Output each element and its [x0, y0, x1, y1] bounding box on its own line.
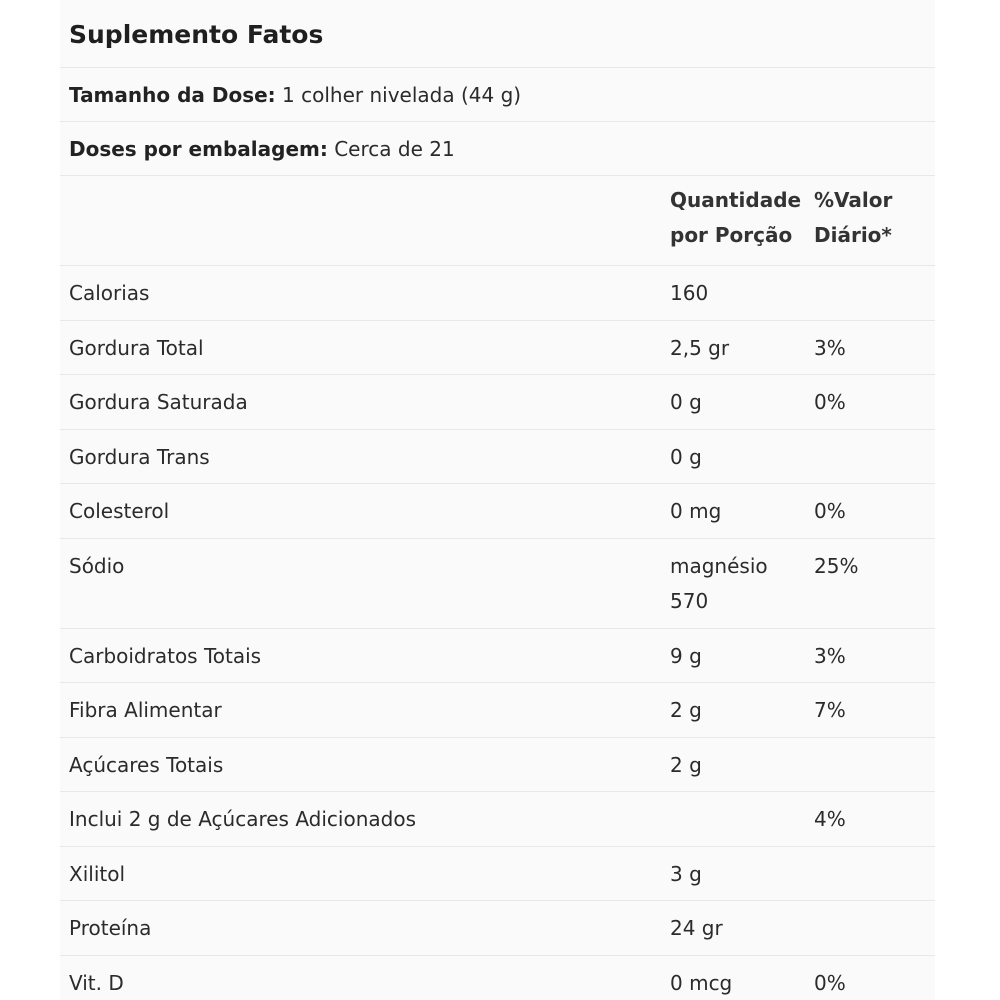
nutrient-amount: 9 g: [670, 643, 702, 668]
nutrient-daily-value: 0%: [814, 970, 846, 995]
table-row: [60, 683, 935, 738]
nutrient-name: Açúcares Totais: [69, 752, 224, 777]
table-row: [60, 266, 935, 321]
table-row: [60, 375, 935, 430]
nutrient-amount: 24 gr: [670, 916, 723, 940]
servings-per-container-row: [60, 122, 935, 176]
serving-size-value: 1 colher nivelada (44 g): [282, 83, 522, 107]
nutrient-daily-value: 7%: [814, 698, 846, 722]
nutrient-daily-value: 4%: [814, 807, 846, 831]
nutrient-name: Calorias: [69, 281, 150, 305]
nutrient-amount: 0 mcg: [670, 970, 733, 995]
table-header-row: [60, 176, 935, 266]
nutrient-name: Fibra Alimentar: [69, 698, 222, 722]
nutrient-amount: 2 g: [670, 698, 702, 722]
table-row: [60, 792, 935, 847]
nutrient-daily-value: 0%: [814, 390, 846, 414]
table-row: [60, 321, 935, 376]
servings-label: Doses por embalagem:: [69, 137, 328, 161]
table-row: [60, 847, 935, 902]
nutrient-name: Inclui 2 g de Açúcares Adicionados: [69, 807, 416, 831]
servings-value: Cerca de 21: [334, 137, 455, 161]
nutrient-name: Proteína: [69, 916, 152, 940]
nutrient-name: Gordura Total: [69, 335, 204, 360]
panel-title: Suplemento Fatos: [60, 0, 935, 68]
nutrient-amount: 2,5 gr: [670, 335, 730, 360]
table-row: [60, 738, 935, 793]
nutrient-name: Gordura Saturada: [69, 390, 248, 414]
nutrient-name: Vit. D: [69, 970, 124, 995]
table-row: [60, 629, 935, 684]
table-row: [60, 901, 935, 956]
serving-size-label: Tamanho da Dose:: [69, 83, 276, 107]
nutrient-daily-value: 0%: [814, 499, 846, 523]
nutrient-amount: 160: [670, 281, 709, 305]
serving-size-row: [60, 68, 935, 122]
table-row: [60, 956, 935, 1000]
nutrient-name: Gordura Trans: [69, 444, 210, 469]
nutrient-amount: 0 g: [670, 444, 702, 469]
daily-value-column-header: %Valor Diário*: [814, 188, 893, 247]
table-row: [60, 539, 935, 629]
nutrient-amount: magnésio 570: [670, 553, 768, 613]
nutrient-daily-value: 3%: [814, 643, 846, 668]
amount-column-header: Quantidade por Porção: [670, 188, 802, 247]
table-row: [60, 430, 935, 485]
nutrient-amount: 3 g: [670, 861, 702, 886]
nutrient-name: Xilitol: [69, 861, 126, 886]
supplement-facts-panel: [60, 0, 935, 1000]
nutrient-amount: 2 g: [670, 752, 702, 777]
nutrient-daily-value: 3%: [814, 335, 846, 360]
nutrient-amount: 0 mg: [670, 499, 722, 523]
nutrient-amount: 0 g: [670, 390, 702, 414]
nutrient-name: Colesterol: [69, 499, 170, 523]
table-row: [60, 484, 935, 539]
nutrient-name: Sódio: [69, 553, 125, 578]
nutrient-name: Carboidratos Totais: [69, 643, 262, 668]
nutrient-daily-value: 25%: [814, 553, 859, 578]
